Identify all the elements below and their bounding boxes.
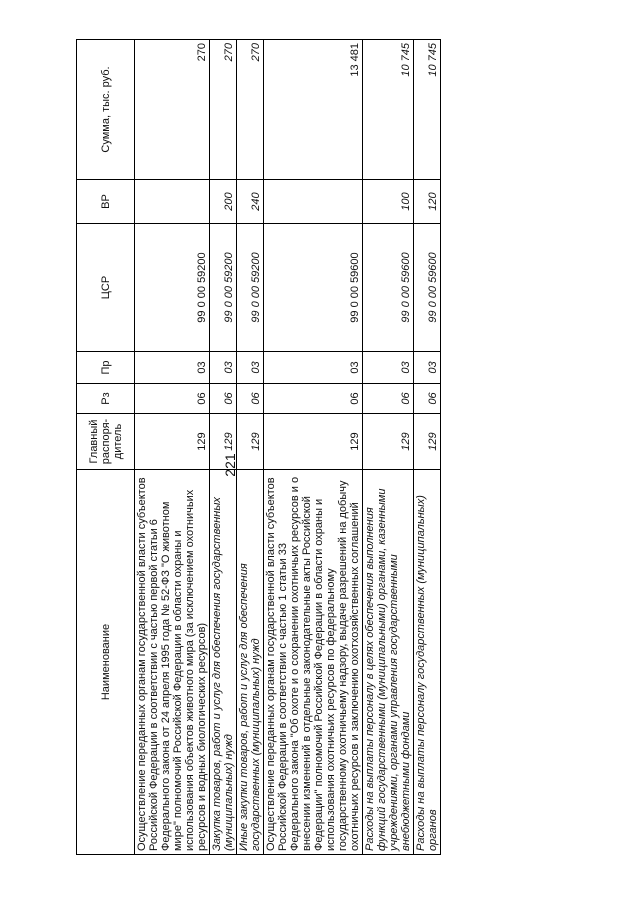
- row-rz: 06: [135, 384, 210, 414]
- row-pr: 03: [135, 352, 210, 384]
- header-rz: Рз: [77, 384, 135, 414]
- row-vr: 100: [363, 180, 414, 224]
- row-gr: 129: [414, 414, 441, 470]
- row-pr: 03: [414, 352, 441, 384]
- row-vr: 200: [210, 180, 237, 224]
- row-gr: 129: [264, 414, 363, 470]
- header-sum: Сумма, тыс. руб.: [77, 40, 135, 180]
- row-name: Осуществление переданных органам государственной власти субъектов Российской Федерации в соответствии с частью 1 статьи 33 Федерального закона "Об охоте и о сохранении охотничьих ресурсов и о внесении изменений в отдельные законодательные акты Российской Федерации" полномочий Российской Федерации в области охраны и использования охотничьих ресурсов по федеральному государственному охотничьему надзору, выдаче разрешений на добычу охотничьих ресурсов и заключению охотхозяйственных соглашений: [264, 470, 363, 855]
- row-vr: [264, 180, 363, 224]
- table-row: [414, 40, 441, 855]
- rotated-page-content: [76, 40, 568, 855]
- header-pr: Пр: [77, 352, 135, 384]
- row-csr: 99 0 00 59600: [264, 224, 363, 352]
- row-csr: 99 0 00 59200: [210, 224, 237, 352]
- row-sum: 270: [135, 40, 210, 180]
- table-row: [363, 40, 414, 855]
- table-row: [210, 40, 237, 855]
- header-csr: ЦСР: [77, 224, 135, 352]
- row-csr: 99 0 00 59200: [237, 224, 264, 352]
- header-row: [77, 40, 135, 855]
- row-rz: 06: [264, 384, 363, 414]
- row-name: Закупка товаров, работ и услуг для обеспечения государственных (муниципальных) нужд: [210, 470, 237, 855]
- row-gr: 129: [210, 414, 237, 470]
- row-name: Расходы на выплаты персоналу в целях обеспечения выполнения функций государственными (муниципальными) органами, казенными учреждениями, органами управления государственными внебюджетными фондами: [363, 470, 414, 855]
- table-row: [237, 40, 264, 855]
- row-vr: 120: [414, 180, 441, 224]
- row-sum: 13 481: [264, 40, 363, 180]
- row-name: Иные закупки товаров, работ и услуг для обеспечения государственных (муниципальных) нужд: [237, 470, 264, 855]
- row-rz: 06: [363, 384, 414, 414]
- header-name: Наименование: [77, 470, 135, 855]
- row-sum: 270: [237, 40, 264, 180]
- row-name: Осуществление переданных органам государственной власти субъектов Российской Федерации в соответствии с частью первой статьи 6 Федерального закона от 24 апреля 1995 года № 52-ФЗ "О животном мире" полномочий Российской Федерации в области охраны и использования объектов животного мира (за исключением охотничьих ресурсов и водных биологических ресурсов): [135, 470, 210, 855]
- row-sum: 270: [210, 40, 237, 180]
- row-pr: 03: [363, 352, 414, 384]
- row-csr: 99 0 00 59200: [135, 224, 210, 352]
- row-rz: 06: [210, 384, 237, 414]
- table-row: [135, 40, 210, 855]
- table-row: [264, 40, 363, 855]
- row-vr: [135, 180, 210, 224]
- row-csr: 99 0 00 59600: [363, 224, 414, 352]
- page-number: 221: [222, 453, 238, 477]
- header-gr: Главный распоря-дитель: [77, 414, 135, 470]
- row-sum: 10 745: [414, 40, 441, 180]
- header-vr: ВР: [77, 180, 135, 224]
- row-pr: 03: [210, 352, 237, 384]
- row-vr: 240: [237, 180, 264, 224]
- row-sum: 10 745: [363, 40, 414, 180]
- row-rz: 06: [414, 384, 441, 414]
- row-gr: 129: [135, 414, 210, 470]
- row-gr: 129: [363, 414, 414, 470]
- budget-table: [76, 39, 441, 855]
- row-csr: 99 0 00 59600: [414, 224, 441, 352]
- row-gr: 129: [237, 414, 264, 470]
- row-name: Расходы на выплаты персоналу государственных (муниципальных) органов: [414, 470, 441, 855]
- row-pr: 03: [237, 352, 264, 384]
- row-rz: 06: [237, 384, 264, 414]
- row-pr: 03: [264, 352, 363, 384]
